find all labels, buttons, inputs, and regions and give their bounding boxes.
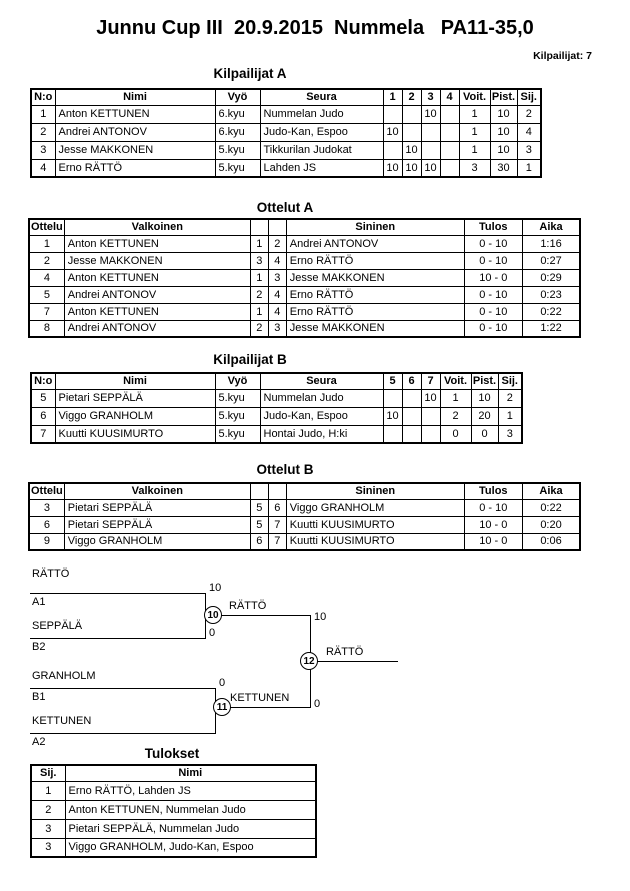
place-value: 1 <box>498 407 522 425</box>
grid-result <box>402 425 421 443</box>
bracket-sf2-top-score: 0 <box>219 677 226 689</box>
final-place: 2 <box>31 800 65 819</box>
bracket-sf2-top-slot: B1 <box>32 691 46 703</box>
white-name: Jesse MAKKONEN <box>64 252 250 269</box>
grid-result <box>383 105 402 123</box>
header-row <box>31 373 522 389</box>
match-result: 0 - 10 <box>464 235 522 252</box>
match-row <box>29 235 580 252</box>
blue-name: Jesse MAKKONEN <box>286 320 464 337</box>
white-name: Pietari SEPPÄLÄ <box>64 499 250 516</box>
competitor-club: Tikkurilan Judokat <box>260 141 383 159</box>
blue-number: 7 <box>268 516 286 533</box>
competitor-row <box>31 123 541 141</box>
bracket-sf1-top-name: RÄTTÖ <box>32 568 70 580</box>
match-number: 2 <box>29 252 64 269</box>
grid-result <box>421 123 440 141</box>
col-header-match: Ottelu <box>29 483 64 499</box>
competitor-club: Lahden JS <box>260 159 383 177</box>
col-header-result: Tulos <box>464 483 522 499</box>
competitor-belt: 5.kyu <box>215 159 260 177</box>
place-value: 3 <box>498 425 522 443</box>
white-name: Andrei ANTONOV <box>64 286 250 303</box>
competitor-belt: 5.kyu <box>215 425 260 443</box>
grid-result <box>402 389 421 407</box>
bracket-sf1-bottom-line <box>30 638 206 639</box>
match-row <box>29 303 580 320</box>
competitor-number: 3 <box>31 141 55 159</box>
white-name: Viggo GRANHOLM <box>64 533 250 550</box>
points-value: 10 <box>490 105 517 123</box>
competitor-club: Nummelan Judo <box>260 389 383 407</box>
match-row <box>29 499 580 516</box>
blue-number: 3 <box>268 320 286 337</box>
blue-name: Andrei ANTONOV <box>286 235 464 252</box>
col-header-place: Sij. <box>517 89 541 105</box>
white-number: 1 <box>250 303 268 320</box>
final-place: 3 <box>31 838 65 857</box>
grid-result: 10 <box>383 407 402 425</box>
match-number: 6 <box>29 516 64 533</box>
points-value: 10 <box>471 389 498 407</box>
bracket-sf1-bottom-score: 0 <box>209 627 216 639</box>
competitor-number: 6 <box>31 407 55 425</box>
col-header-opponent: 3 <box>421 89 440 105</box>
matches-b-heading: Ottelut B <box>256 462 314 477</box>
white-number: 3 <box>250 252 268 269</box>
blue-number: 6 <box>268 499 286 516</box>
blue-name: Erno RÄTTÖ <box>286 286 464 303</box>
grid-result <box>402 407 421 425</box>
col-header-wins: Voit. <box>459 89 490 105</box>
bracket-sf1-top-score: 10 <box>209 582 222 594</box>
wins-value: 1 <box>459 141 490 159</box>
white-number: 1 <box>250 235 268 252</box>
blue-name: Erno RÄTTÖ <box>286 252 464 269</box>
col-header-name: Nimi <box>55 373 215 389</box>
bracket-final-winner-line <box>310 661 398 662</box>
place-value: 4 <box>517 123 541 141</box>
result-row <box>31 819 316 838</box>
blue-number: 4 <box>268 286 286 303</box>
competitor-row <box>31 407 522 425</box>
blue-name: Kuutti KUUSIMURTO <box>286 516 464 533</box>
wins-value: 1 <box>440 389 471 407</box>
competitor-name: Andrei ANTONOV <box>55 123 215 141</box>
match-result: 0 - 10 <box>464 499 522 516</box>
match-row <box>29 269 580 286</box>
col-header-opponent: 2 <box>402 89 421 105</box>
col-header-no: N:o <box>31 373 55 389</box>
grid-result: 10 <box>402 141 421 159</box>
grid-result <box>383 425 402 443</box>
competitor-row <box>31 105 541 123</box>
match-result: 0 - 10 <box>464 303 522 320</box>
match-number: 3 <box>29 499 64 516</box>
col-header-no: N:o <box>31 89 55 105</box>
col-header-place: Sij. <box>498 373 522 389</box>
wins-value: 0 <box>440 425 471 443</box>
col-header-points: Pist. <box>490 89 517 105</box>
white-number: 2 <box>250 286 268 303</box>
blue-number: 4 <box>268 303 286 320</box>
competitor-row <box>31 159 541 177</box>
col-header-belt: Vyö <box>215 89 260 105</box>
bracket-sf1-top-slot: A1 <box>32 596 46 608</box>
match-result: 0 - 10 <box>464 320 522 337</box>
header-row <box>31 89 541 105</box>
bracket-sf1-winner-score: 10 <box>314 611 327 623</box>
matches-b-table <box>28 482 581 551</box>
match-result: 0 - 10 <box>464 286 522 303</box>
blue-number: 4 <box>268 252 286 269</box>
match-number: 4 <box>29 269 64 286</box>
grid-result: 10 <box>402 159 421 177</box>
bracket-sf2-top-line <box>30 688 216 689</box>
white-number: 2 <box>250 320 268 337</box>
competitor-row <box>31 141 541 159</box>
col-header-white: Valkoinen <box>64 219 250 235</box>
matches-a-heading: Ottelut A <box>256 200 314 215</box>
match-11-node: 11 <box>213 698 231 716</box>
competitor-club: Nummelan Judo <box>260 105 383 123</box>
competitor-name: Jesse MAKKONEN <box>55 141 215 159</box>
match-number: 8 <box>29 320 64 337</box>
blue-number: 3 <box>268 269 286 286</box>
competitor-name: Kuutti KUUSIMURTO <box>55 425 215 443</box>
competitor-number: 2 <box>31 123 55 141</box>
bracket-final-winner-name: RÄTTÖ <box>326 646 364 658</box>
competitor-club: Hontai Judo, H:ki <box>260 425 383 443</box>
col-header-points: Pist. <box>471 373 498 389</box>
match-time: 1:22 <box>522 320 580 337</box>
blue-name: Jesse MAKKONEN <box>286 269 464 286</box>
match-time: 1:16 <box>522 235 580 252</box>
grid-result <box>440 141 459 159</box>
match-time: 0:23 <box>522 286 580 303</box>
page-title: Junnu Cup III 20.9.2015 Nummela PA11-35,0 <box>96 17 534 39</box>
final-bracket <box>0 565 630 760</box>
bracket-sf2-bottom-line <box>30 733 216 734</box>
points-value: 10 <box>490 123 517 141</box>
competitor-belt: 5.kyu <box>215 389 260 407</box>
place-value: 1 <box>517 159 541 177</box>
competitor-belt: 5.kyu <box>215 407 260 425</box>
col-header-opponent: 1 <box>383 89 402 105</box>
competitor-name: Erno RÄTTÖ <box>55 159 215 177</box>
wins-value: 3 <box>459 159 490 177</box>
match-row <box>29 320 580 337</box>
final-name: Anton KETTUNEN, Nummelan Judo <box>65 800 316 819</box>
wins-value: 2 <box>440 407 471 425</box>
competitor-belt: 6.kyu <box>215 105 260 123</box>
pool-b-heading: Kilpailijat B <box>213 352 287 367</box>
grid-result: 10 <box>421 389 440 407</box>
competitor-row <box>31 425 522 443</box>
points-value: 0 <box>471 425 498 443</box>
match-time: 0:27 <box>522 252 580 269</box>
col-header-blue: Sininen <box>286 483 464 499</box>
competitor-name: Pietari SEPPÄLÄ <box>55 389 215 407</box>
match-row <box>29 533 580 550</box>
match-row <box>29 252 580 269</box>
grid-result <box>440 123 459 141</box>
col-header-wins: Voit. <box>440 373 471 389</box>
grid-result <box>440 159 459 177</box>
match-row <box>29 286 580 303</box>
competitor-club: Judo-Kan, Espoo <box>260 123 383 141</box>
wins-value: 1 <box>459 123 490 141</box>
competitor-club: Judo-Kan, Espoo <box>260 407 383 425</box>
result-row <box>31 838 316 857</box>
col-header-white-number <box>250 219 268 235</box>
match-time: 0:29 <box>522 269 580 286</box>
col-header-white-number <box>250 483 268 499</box>
competitor-number: 4 <box>31 159 55 177</box>
col-header-match: Ottelu <box>29 219 64 235</box>
blue-name: Viggo GRANHOLM <box>286 499 464 516</box>
match-result: 10 - 0 <box>464 533 522 550</box>
competitor-belt: 5.kyu <box>215 141 260 159</box>
col-header-time: Aika <box>522 483 580 499</box>
final-name: Erno RÄTTÖ, Lahden JS <box>65 781 316 800</box>
result-row <box>31 781 316 800</box>
grid-result <box>402 123 421 141</box>
points-value: 30 <box>490 159 517 177</box>
final-place: 1 <box>31 781 65 800</box>
points-value: 20 <box>471 407 498 425</box>
white-name: Anton KETTUNEN <box>64 269 250 286</box>
match-result: 0 - 10 <box>464 252 522 269</box>
bracket-sf1-bottom-slot: B2 <box>32 641 46 653</box>
white-name: Anton KETTUNEN <box>64 303 250 320</box>
points-value: 10 <box>490 141 517 159</box>
result-row <box>31 800 316 819</box>
match-result: 10 - 0 <box>464 269 522 286</box>
blue-number: 7 <box>268 533 286 550</box>
bracket-sf2-top-name: GRANHOLM <box>32 670 96 682</box>
bracket-sf2-winner-name: KETTUNEN <box>230 692 290 704</box>
white-name: Pietari SEPPÄLÄ <box>64 516 250 533</box>
competitor-name: Viggo GRANHOLM <box>55 407 215 425</box>
grid-result <box>402 105 421 123</box>
header-row <box>29 483 580 499</box>
col-header-belt: Vyö <box>215 373 260 389</box>
competitor-row <box>31 389 522 407</box>
results-table <box>30 764 317 858</box>
wins-value: 1 <box>459 105 490 123</box>
col-header-place: Sij. <box>31 765 65 781</box>
bracket-sf1-bottom-name: SEPPÄLÄ <box>32 620 83 632</box>
grid-result <box>440 105 459 123</box>
grid-result <box>421 141 440 159</box>
match-number: 1 <box>29 235 64 252</box>
match-10-node: 10 <box>204 606 222 624</box>
final-name: Viggo GRANHOLM, Judo-Kan, Espoo <box>65 838 316 857</box>
match-time: 0:06 <box>522 533 580 550</box>
match-time: 0:22 <box>522 303 580 320</box>
bracket-sf1-top-line <box>30 593 206 594</box>
grid-result <box>421 425 440 443</box>
participants-count: Kilpailijat: 7 <box>533 50 592 62</box>
matches-a-table <box>28 218 581 338</box>
white-name: Anton KETTUNEN <box>64 235 250 252</box>
grid-result <box>421 407 440 425</box>
match-number: 9 <box>29 533 64 550</box>
pool-a-heading: Kilpailijat A <box>213 66 287 81</box>
col-header-club: Seura <box>260 89 383 105</box>
col-header-blue: Sininen <box>286 219 464 235</box>
match-number: 7 <box>29 303 64 320</box>
col-header-blue-number <box>268 219 286 235</box>
white-number: 5 <box>250 516 268 533</box>
grid-result <box>383 389 402 407</box>
grid-result: 10 <box>421 159 440 177</box>
white-number: 1 <box>250 269 268 286</box>
col-header-opponent: 4 <box>440 89 459 105</box>
header-row <box>31 765 316 781</box>
white-number: 6 <box>250 533 268 550</box>
col-header-name: Nimi <box>65 765 316 781</box>
col-header-blue-number <box>268 483 286 499</box>
final-place: 3 <box>31 819 65 838</box>
results-heading: Tulokset <box>144 746 200 761</box>
pool-b-table <box>30 372 523 444</box>
competitor-number: 1 <box>31 105 55 123</box>
col-header-opponent: 7 <box>421 373 440 389</box>
competitor-belt: 6.kyu <box>215 123 260 141</box>
blue-name: Kuutti KUUSIMURTO <box>286 533 464 550</box>
bracket-sf2-bottom-name: KETTUNEN <box>32 715 92 727</box>
col-header-white: Valkoinen <box>64 483 250 499</box>
match-12-node: 12 <box>300 652 318 670</box>
final-name: Pietari SEPPÄLÄ, Nummelan Judo <box>65 819 316 838</box>
bracket-sf2-bottom-slot: A2 <box>32 736 46 748</box>
grid-result: 10 <box>383 159 402 177</box>
competitor-name: Anton KETTUNEN <box>55 105 215 123</box>
col-header-time: Aika <box>522 219 580 235</box>
match-number: 5 <box>29 286 64 303</box>
competitor-number: 7 <box>31 425 55 443</box>
match-time: 0:20 <box>522 516 580 533</box>
match-time: 0:22 <box>522 499 580 516</box>
competitor-number: 5 <box>31 389 55 407</box>
blue-name: Erno RÄTTÖ <box>286 303 464 320</box>
place-value: 2 <box>498 389 522 407</box>
place-value: 3 <box>517 141 541 159</box>
bracket-sf2-winner-score: 0 <box>314 698 321 710</box>
col-header-opponent: 5 <box>383 373 402 389</box>
place-value: 2 <box>517 105 541 123</box>
col-header-club: Seura <box>260 373 383 389</box>
grid-result: 10 <box>383 123 402 141</box>
col-header-opponent: 6 <box>402 373 421 389</box>
pool-a-table <box>30 88 542 178</box>
grid-result <box>383 141 402 159</box>
bracket-sf1-winner-name: RÄTTÖ <box>229 600 267 612</box>
blue-number: 2 <box>268 235 286 252</box>
col-header-name: Nimi <box>55 89 215 105</box>
match-row <box>29 516 580 533</box>
header-row <box>29 219 580 235</box>
col-header-result: Tulos <box>464 219 522 235</box>
grid-result: 10 <box>421 105 440 123</box>
white-number: 5 <box>250 499 268 516</box>
match-result: 10 - 0 <box>464 516 522 533</box>
white-name: Andrei ANTONOV <box>64 320 250 337</box>
